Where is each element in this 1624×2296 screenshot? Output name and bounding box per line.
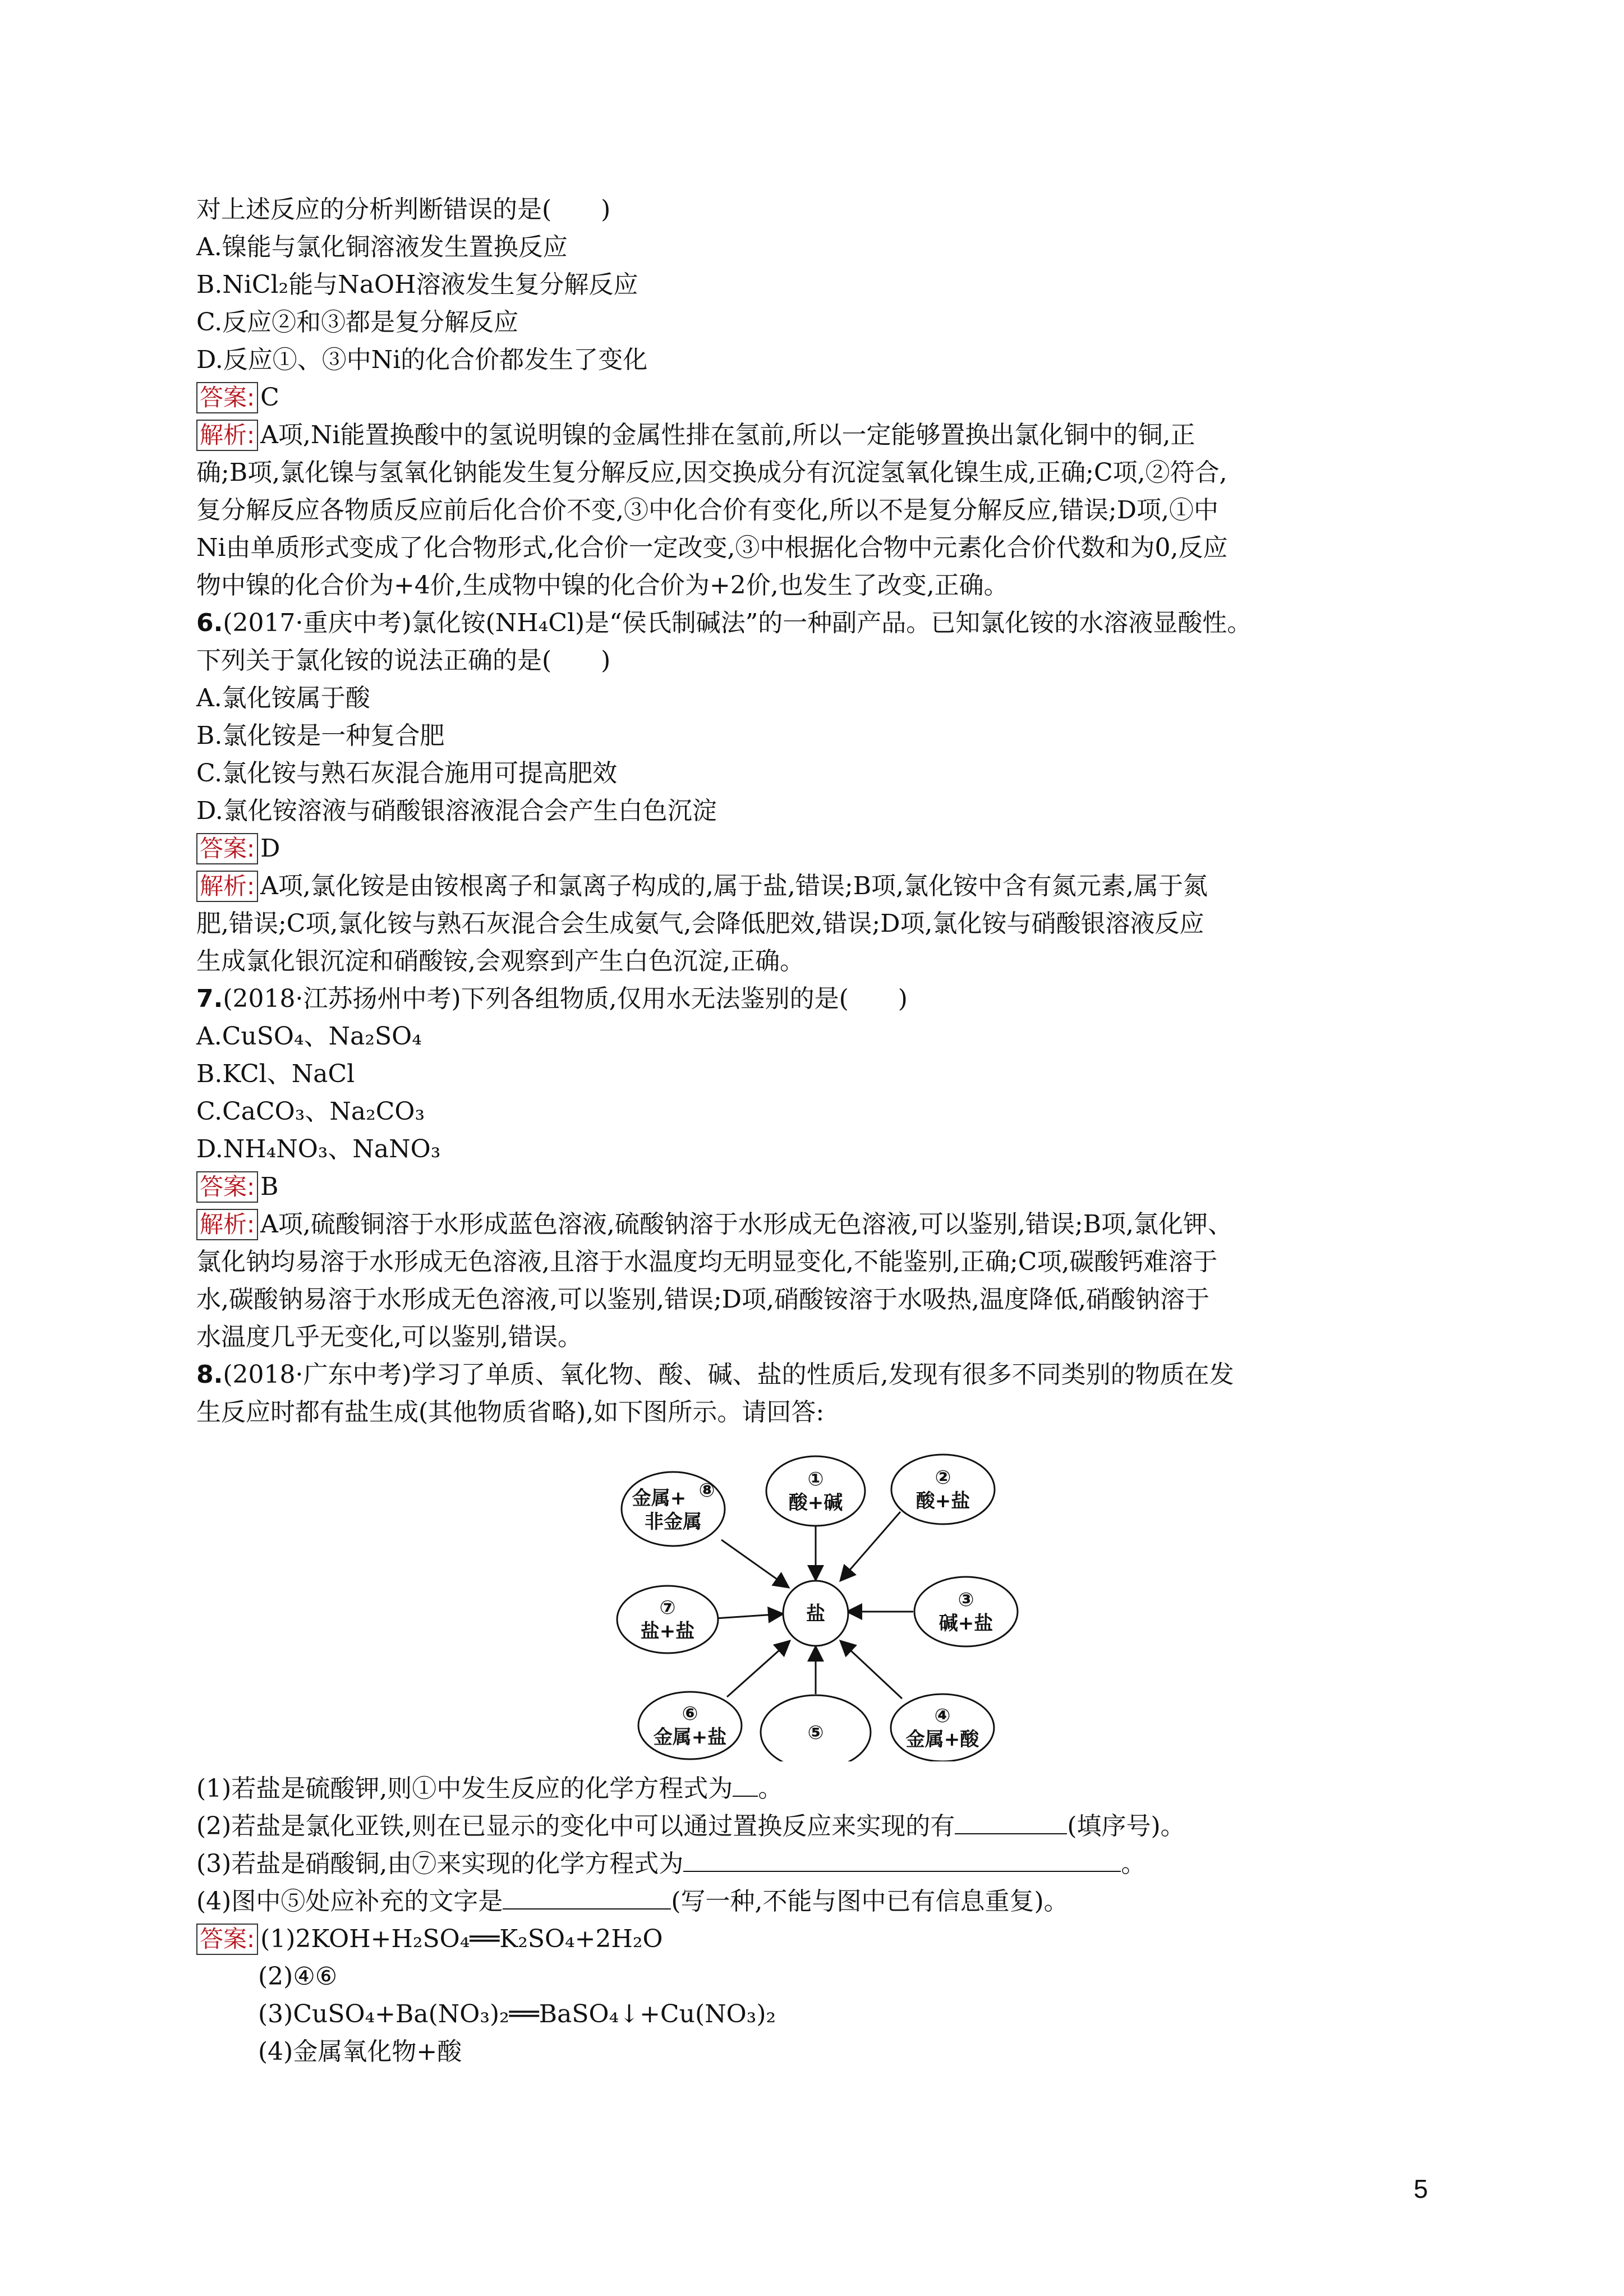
q8-sub-1-blank[interactable] [733,1771,758,1797]
q7-analysis-line-1 [196,1205,1487,1243]
q8-answer-line-1 [196,1920,1487,1958]
node-1 [766,1456,865,1526]
q8-answer-1: (1)2KOH+H₂SO₄══K₂SO₄+2H₂O [260,1925,663,1953]
node-3-num: ③ [958,1589,974,1611]
q8-sub-1-text: (1)若盐是硫酸钾,则①中发生反应的化学方程式为 [196,1774,733,1803]
q5-analysis-line-3: 复分解反应各物质反应前后化合价不变,③中化合价有变化,所以不是复分解反应,错误;D项,①中 [196,496,1219,524]
q8-sub-4-text: (4)图中⑤处应补充的文字是 [196,1887,503,1916]
q5-answer-value: C [260,383,279,412]
q8-sub-2-blank[interactable] [955,1809,1067,1834]
q8-answer-3: (3)CuSO₄+Ba(NO₃)₂══BaSO₄↓+Cu(NO₃)₂ [258,2000,776,2028]
q5-analysis-text-1: A项,Ni能置换酸中的氢说明镍的金属性排在氢前,所以一定能够置换出氯化铜中的铜,正 [260,421,1195,449]
q7-option-c: C.CaCO₃、Na₂CO₃ [196,1097,425,1126]
document-page [196,191,1487,1431]
q7-answer-value: B [260,1172,279,1201]
analysis-tag: 解析: [196,420,258,451]
node-3 [914,1577,1018,1646]
q8-sub-1-end: 。 [758,1774,783,1803]
answer-tag: 答案: [196,382,258,413]
page-number: 5 [1414,2174,1428,2203]
q7-analysis-line-2: 氯化钠均易溶于水形成无色溶液,且溶于水温度均无明显变化,不能鉴别,正确;C项,碳酸钙难溶于 [196,1248,1218,1276]
q5-option-a: A.镍能与氯化铜溶液发生置换反应 [196,233,568,261]
node-4 [891,1694,994,1761]
q6-answer [196,830,1487,867]
q5-analysis-line-1 [196,416,1487,454]
q5-option-c: C.反应②和③都是复分解反应 [196,308,519,337]
node-2 [891,1455,995,1524]
q6-analysis-line-1 [196,867,1487,905]
q5-answer [196,379,1487,416]
node-4-num: ④ [934,1705,951,1727]
analysis-tag: 解析: [196,871,258,902]
node-1-text: 酸+碱 [788,1492,843,1514]
q6-option-d: D.氯化铵溶液与硝酸银溶液混合会产生白色沉淀 [196,797,717,825]
q8-sub-3-end: 。 [1121,1849,1146,1878]
q7-stem [196,980,1487,1018]
q6-analysis-line-2: 肥,错误;C项,氯化铵与熟石灰混合会生成氨气,会降低肥效,错误;D项,氯化铵与硝酸银溶液反应 [196,909,1204,938]
q8-sub-3-text: (3)若盐是硝酸铜,由⑦来实现的化学方程式为 [196,1849,684,1878]
q5-analysis-line-2: 确;B项,氯化镍与氢氧化钠能发生复分解反应,因交换成分有沉淀氢氧化镍生成,正确;C项,②符合, [196,458,1227,487]
q8-stem-text-1: (2018·广东中考)学习了单质、氧化物、酸、碱、盐的性质后,发现有很多不同类别的物质在发 [223,1360,1234,1389]
q6-stem-text-1: (2017·重庆中考)氯化铵(NH₄Cl)是“侯氏制碱法”的一种副产品。已知氯化铵的水溶液显酸性。 [223,609,1252,637]
arrow-8 [721,1540,789,1588]
node-6-text: 金属+盐 [653,1726,727,1749]
node-5-num: ⑤ [807,1722,824,1744]
answer-tag: 答案: [196,1924,258,1955]
q8-sub-1 [196,1770,1487,1807]
q6-answer-value: D [260,834,280,863]
q7-analysis-text-1: A项,硫酸铜溶于水形成蓝色溶液,硫酸钠溶于水形成无色溶液,可以鉴别,错误;B项,氯化钾、 [260,1210,1233,1239]
q8-sub-4 [196,1883,1487,1920]
q8-subquestions [196,1770,1487,2070]
q8-answer-4: (4)金属氧化物+酸 [258,2037,462,2066]
q7-analysis-line-3: 水,碳酸钠易溶于水形成无色溶液,可以鉴别,错误;D项,硝酸铵溶于水吸热,温度降低,硝酸钠溶于 [196,1285,1210,1314]
node-8-num: ⑧ [698,1479,715,1502]
q8-number: 8. [196,1360,223,1389]
q7-number: 7. [196,984,223,1013]
node-7-text: 盐+盐 [640,1620,695,1642]
q5-analysis-line-5: 物中镍的化合价为+4价,生成物中镍的化合价为+2价,也发生了改变,正确。 [196,571,1009,600]
analysis-tag: 解析: [196,1209,258,1240]
node-1-num: ① [807,1468,824,1490]
node-7 [617,1586,718,1653]
node-6 [638,1692,742,1759]
q7-option-b: B.KCl、NaCl [196,1060,355,1088]
q5-option-b: B.NiCl₂能与NaOH溶液发生复分解反应 [196,270,638,299]
q6-stem-line-1 [196,604,1487,642]
q8-sub-2 [196,1807,1487,1845]
q8-sub-2-text: (2)若盐是氯化亚铁,则在已显示的变化中可以通过置换反应来实现的有 [196,1812,955,1841]
q8-sub-3-blank[interactable] [683,1846,1121,1872]
q6-option-a: A.氯化铵属于酸 [196,684,370,712]
q8-sub-4-blank[interactable] [503,1884,671,1910]
q6-option-c: C.氯化铵与熟石灰混合施用可提高肥效 [196,759,618,788]
q8-sub-3 [196,1845,1487,1883]
node-2-num: ② [935,1466,951,1489]
q8-sub-4-end: (写一种,不能与图中已有信息重复)。 [671,1887,1069,1916]
node-3-text: 碱+盐 [938,1612,993,1635]
q7-option-d: D.NH₄NO₃、NaNO₃ [196,1135,441,1163]
center-label: 盐 [806,1603,825,1625]
q6-option-b: B.氯化铵是一种复合肥 [196,721,445,750]
q6-number: 6. [196,609,223,637]
q6-analysis-line-3: 生成氯化银沉淀和硝酸铵,会观察到产生白色沉淀,正确。 [196,947,804,976]
q6-analysis-text-1: A项,氯化铵是由铵根离子和氯离子构成的,属于盐,错误;B项,氯化铵中含有氮元素,属于氮 [260,872,1208,900]
q8-sub-2-end: (填序号)。 [1067,1812,1185,1841]
q7-option-a: A.CuSO₄、Na₂SO₄ [196,1022,422,1051]
q5-stem: 对上述反应的分析判断错误的是( ) [196,195,611,224]
node-8-text-a: 金属+ [632,1487,687,1510]
q8-stem-line-2: 生反应时都有盐生成(其他物质省略),如下图所示。请回答: [196,1398,825,1427]
answer-tag: 答案: [196,833,258,864]
q7-stem-text: (2018·江苏扬州中考)下列各组物质,仅用水无法鉴别的是( ) [223,984,908,1013]
node-7-num: ⑦ [659,1596,676,1619]
salt-reaction-diagram [606,1447,1503,1761]
arrow-7 [716,1614,783,1618]
q5-analysis-line-4: Ni由单质形式变成了化合物形式,化合价一定改变,③中根据化合物中元素化合价代数和为0,反应 [196,533,1228,562]
node-6-num: ⑥ [682,1703,698,1725]
answer-tag: 答案: [196,1171,258,1203]
diagram-svg [606,1447,1503,1761]
q7-analysis-line-4: 水温度几乎无变化,可以鉴别,错误。 [196,1323,582,1351]
q7-answer [196,1168,1487,1205]
q8-stem-line-1 [196,1356,1487,1393]
q8-answer-2: (2)④⑥ [258,1962,338,1991]
arrow-2 [840,1512,900,1581]
arrow-4 [840,1641,902,1699]
arrow-6 [727,1641,790,1697]
node-4-text: 金属+酸 [905,1728,979,1751]
q6-stem-line-2: 下列关于氯化铵的说法正确的是( ) [196,646,611,675]
node-2-text: 酸+盐 [915,1490,970,1512]
q5-option-d: D.反应①、③中Ni的化合价都发生了变化 [196,346,648,374]
node-8-text-b: 非金属 [645,1511,702,1533]
